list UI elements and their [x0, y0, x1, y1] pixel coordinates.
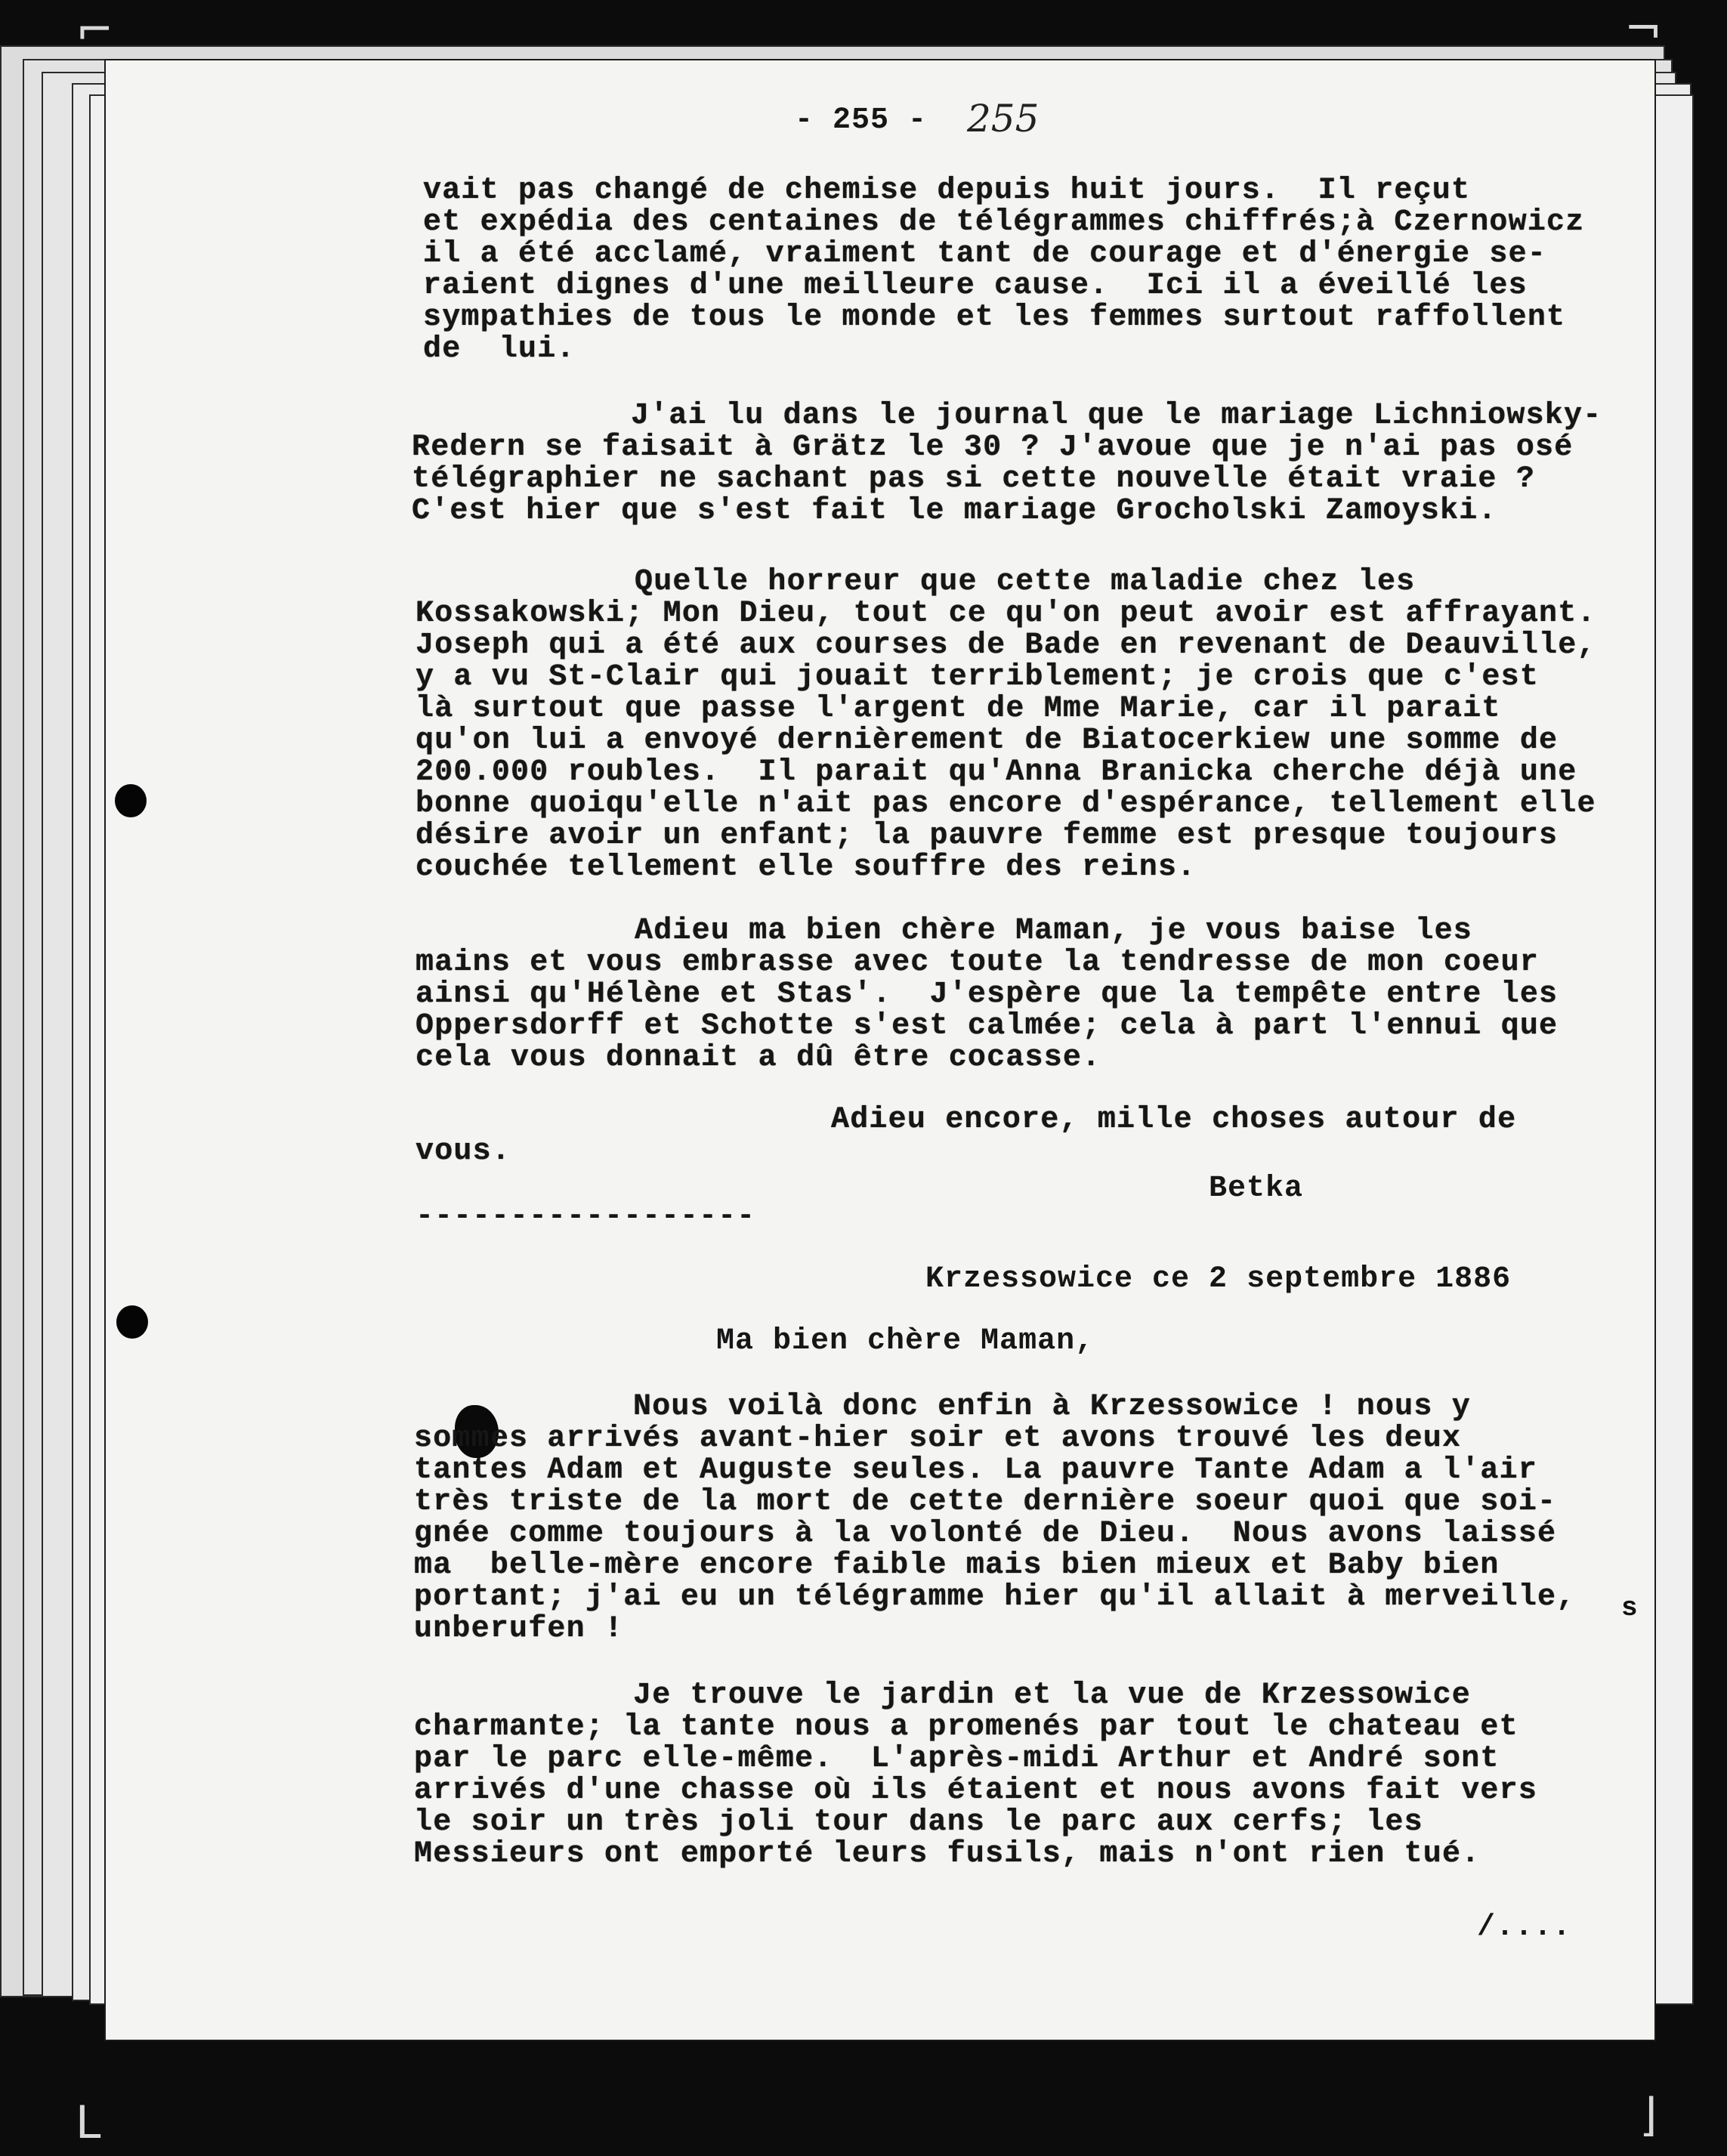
- paragraph: [414, 1679, 1577, 1869]
- text-line: et expédia des centaines de télégrammes chiffrés;à Czernowicz: [423, 205, 1585, 239]
- typed-letter-page: [106, 60, 1654, 2040]
- text-line: couchée tellement elle souffre des reins.: [416, 851, 1197, 885]
- paragraph: [416, 565, 1596, 885]
- paragraph: [423, 174, 1586, 364]
- text-line: y a vu St-Clair qui jouait terriblement; je crois que c'est: [416, 660, 1540, 694]
- corner-crop-mark: ¬: [1624, 2, 1663, 55]
- separator-line: ------------------: [416, 1200, 756, 1234]
- text-line: C'est hier que s'est fait le mariage Grocholski Zamoyski.: [412, 494, 1497, 528]
- signature: Betka: [1209, 1172, 1304, 1206]
- margin-mark: s: [1621, 1592, 1638, 1623]
- text-line: vait pas changé de chemise depuis huit jours. Il reçut: [423, 174, 1471, 208]
- page-number-handwritten: 255: [967, 97, 1040, 141]
- text-line: Kossakowski; Mon Dieu, tout ce qu'on peut avoir est affrayant.: [416, 597, 1596, 631]
- text-line: charmante; la tante nous a promenés par tout le chateau et: [414, 1710, 1518, 1744]
- text-line: Adieu encore, mille choses autour de: [831, 1103, 1517, 1137]
- salutation: Ma bien chère Maman,: [716, 1324, 1095, 1358]
- text-line: 200.000 roubles. Il parait qu'Anna Branicka cherche déjà une: [416, 755, 1577, 789]
- corner-crop-mark: ⌋: [1639, 2089, 1657, 2142]
- text-line: désire avoir un enfant; la pauvre femme est presque toujours: [416, 819, 1559, 853]
- text-line: sympathies de tous le monde et les femmes surtout raffollent: [423, 301, 1566, 335]
- corner-crop-mark: ⌐: [76, 4, 114, 57]
- paragraph: [414, 1390, 1577, 1644]
- text-line: portant; j'ai eu un télégramme hier qu'il allait à merveille,: [414, 1580, 1576, 1614]
- text-line: Joseph qui a été aux courses de Bade en revenant de Deauville,: [416, 629, 1596, 663]
- dateline: Krzessowice ce 2 septembre 1886: [925, 1262, 1512, 1296]
- text-line: ainsi qu'Hélène et Stas'. J'espère que la tempête entre les: [416, 978, 1559, 1012]
- text-line: tantes Adam et Auguste seules. La pauvre Tante Adam a l'air: [414, 1453, 1538, 1487]
- paragraph: [416, 914, 1579, 1073]
- text-line: vous.: [416, 1135, 511, 1169]
- text-line: Nous voilà donc enfin à Krzessowice ! nous y: [633, 1390, 1471, 1424]
- text-line: le soir un très joli tour dans le parc aux cerfs; les: [414, 1805, 1423, 1839]
- text-line: qu'on lui a envoyé dernièrement de Biatocerkiew une somme de: [416, 724, 1559, 758]
- text-line: arrivés d'une chasse où ils étaient et nous avons fait vers: [414, 1774, 1538, 1808]
- text-line: télégraphier ne sachant pas si cette nouvelle était vraie ?: [412, 462, 1536, 496]
- text-line: Messieurs ont emporté leurs fusils, mais n'ont rien tué.: [414, 1837, 1481, 1871]
- text-line: Oppersdorff et Schotte s'est calmée; cela à part l'ennui que: [416, 1009, 1559, 1043]
- text-line: unberufen !: [414, 1612, 624, 1646]
- page-number-typed: - 255 -: [795, 103, 928, 137]
- text-line: Quelle horreur que cette maladie chez les: [635, 565, 1416, 599]
- punch-hole: [116, 1305, 148, 1339]
- text-line: très triste de la mort de cette dernière soeur quoi que soi-: [414, 1485, 1557, 1519]
- text-line: Adieu ma bien chère Maman, je vous baise les: [635, 914, 1472, 948]
- text-line: par le parc elle-même. L'après-midi Arthur et André sont: [414, 1742, 1500, 1776]
- text-line: J'ai lu dans le journal que le mariage Lichniowsky-: [631, 399, 1602, 433]
- text-line: raient dignes d'une meilleure cause. Ici il a éveillé les: [423, 269, 1528, 303]
- text-line: sommes arrivés avant-hier soir et avons trouvé les deux: [414, 1422, 1462, 1456]
- text-line: il a été acclamé, vraiment tant de courage et d'énergie se-: [423, 237, 1547, 271]
- paragraph-closing: [416, 1103, 1579, 1169]
- text-line: de lui.: [423, 332, 576, 366]
- continuation-mark: /....: [1477, 1910, 1572, 1944]
- text-line: Redern se faisait à Grätz le 30 ? J'avoue que je n'ai pas osé: [412, 431, 1574, 465]
- text-line: gnée comme toujours à la volonté de Dieu. Nous avons laissé: [414, 1517, 1557, 1551]
- punch-hole: [115, 784, 147, 817]
- text-line: Je trouve le jardin et la vue de Krzessowice: [633, 1679, 1471, 1713]
- text-line: ma belle-mère encore faible mais bien mieux et Baby bien: [414, 1549, 1500, 1583]
- corner-crop-mark: L: [76, 2096, 101, 2149]
- text-line: cela vous donnait a dû être cocasse.: [416, 1041, 1101, 1075]
- text-line: mains et vous embrasse avec toute la tendresse de mon coeur: [416, 946, 1540, 980]
- text-line: là surtout que passe l'argent de Mme Marie, car il parait: [416, 692, 1501, 726]
- paragraph: [412, 399, 1602, 528]
- text-line: bonne quoiqu'elle n'ait pas encore d'espérance, tellement elle: [416, 787, 1596, 821]
